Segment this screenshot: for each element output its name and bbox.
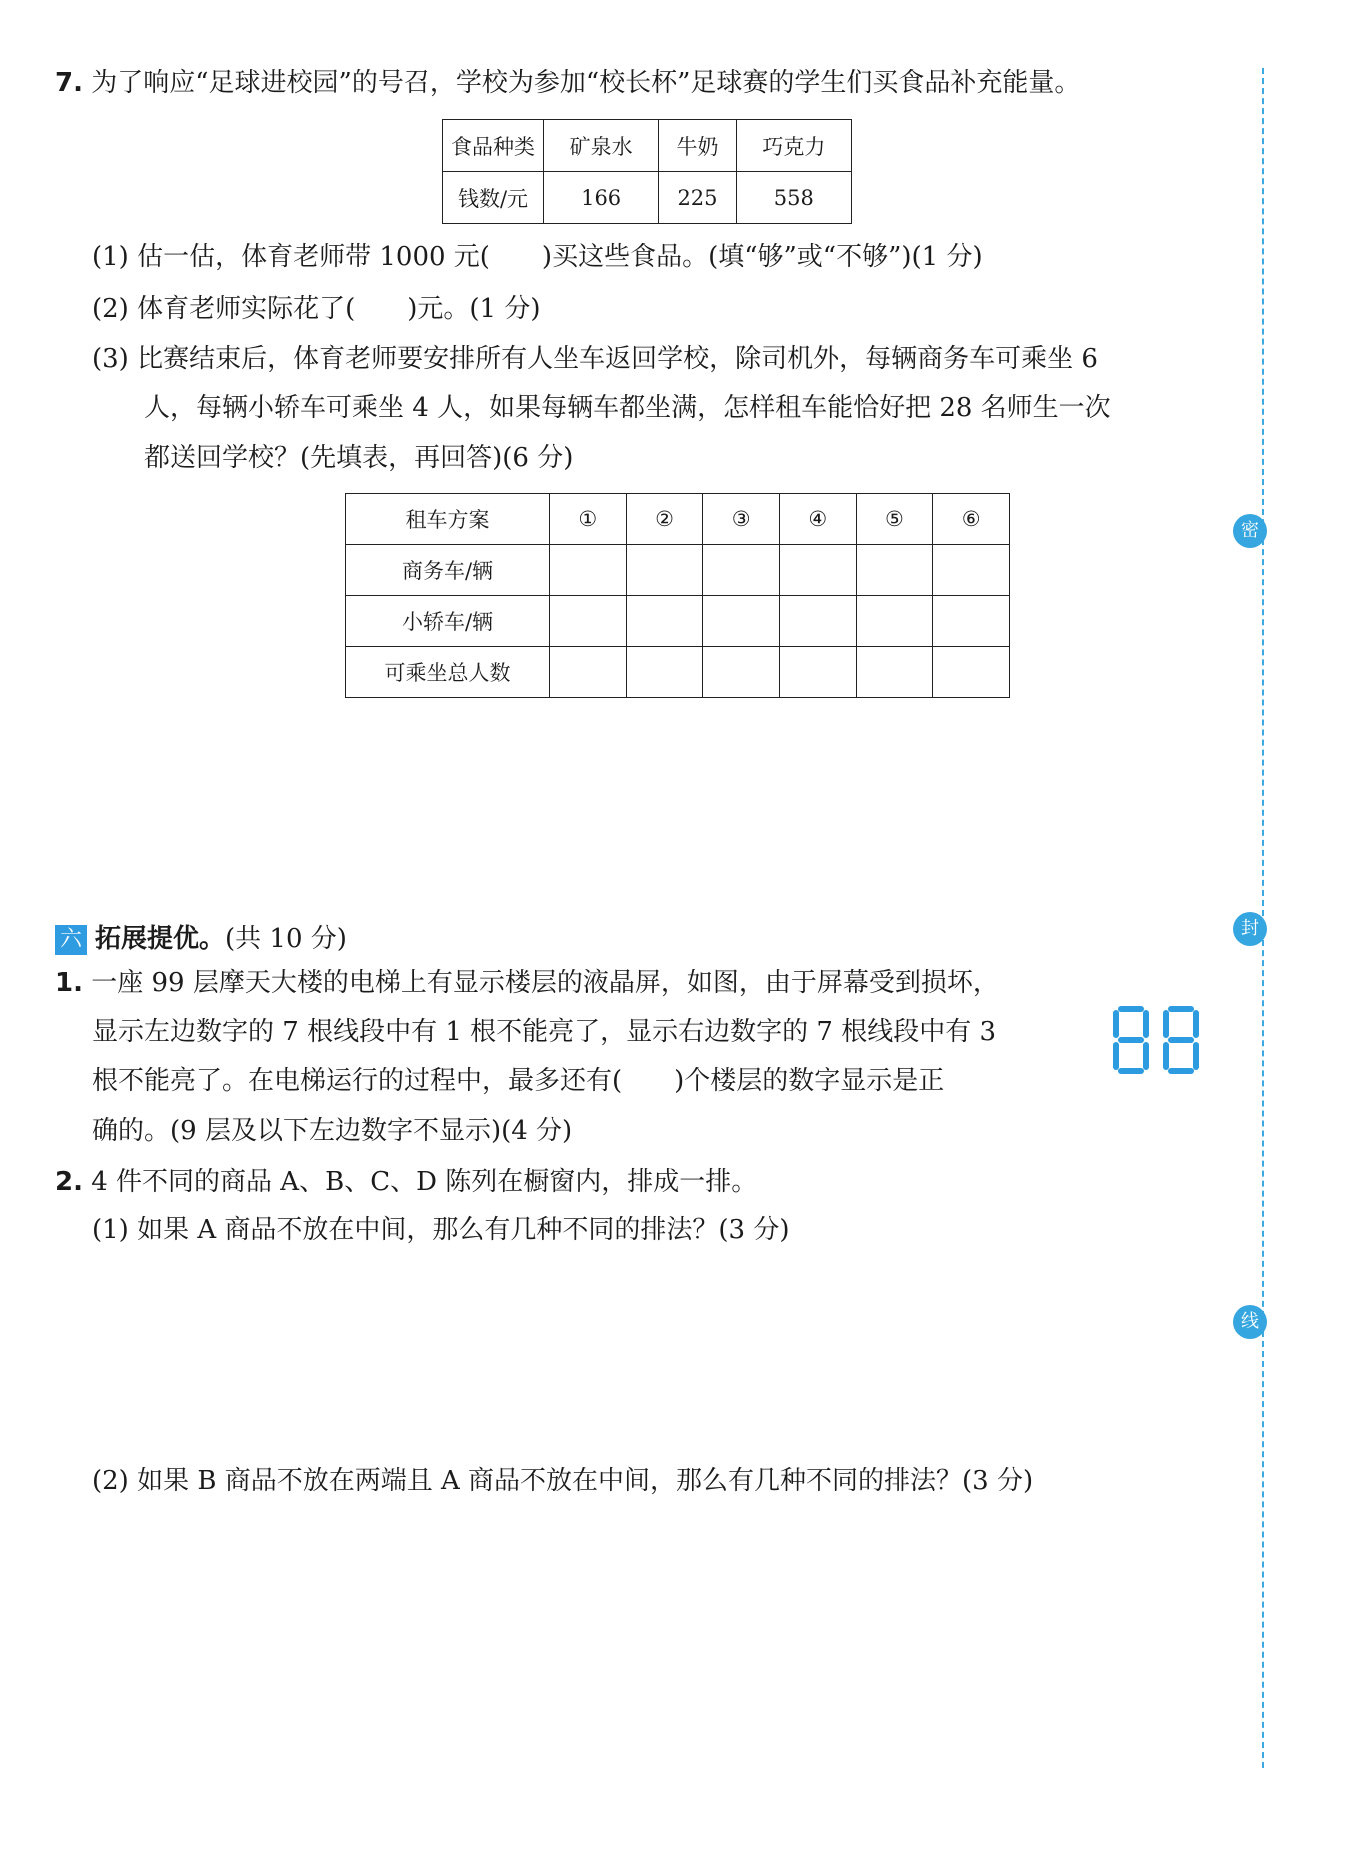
answer-cell[interactable]	[703, 545, 780, 596]
rent-table-row-label: 商务车/辆	[346, 545, 550, 596]
p1-line2: 显示左边数字的 7 根线段中有 1 根不能亮了，显示右边数字的 7 根线段中有 3	[92, 1017, 997, 1047]
p1-line4: 确的。(9 层及以下左边数字不显示)(4 分)	[92, 1116, 573, 1146]
food-table-cell: 牛奶	[659, 120, 736, 172]
q7-stem	[55, 66, 1080, 100]
answer-cell[interactable]	[779, 596, 856, 647]
rent-table-header: ③	[703, 494, 780, 545]
answer-cell[interactable]	[626, 545, 703, 596]
food-table-cell: 食品种类	[443, 120, 544, 172]
food-table-cell: 225	[659, 172, 736, 224]
food-table-cell: 巧克力	[736, 120, 851, 172]
section-badge: 六	[55, 925, 87, 955]
q7-sub3-line2: 人，每辆小轿车可乘坐 4 人，如果每辆车都坐满，怎样租车能恰好把 28 名师生一次	[144, 393, 1111, 423]
seal-mark-1: 密	[1233, 514, 1267, 548]
food-table-cell: 166	[544, 172, 659, 224]
p2-text: 4 件不同的商品 A、B、C、D 陈列在橱窗内，排成一排。	[91, 1167, 758, 1197]
answer-cell[interactable]	[550, 545, 627, 596]
answer-cell[interactable]	[933, 647, 1010, 698]
answer-cell[interactable]	[856, 545, 933, 596]
q7-sub1: (1) 估一估，体育老师带 1000 元( )买这些食品。(填“够”或“不够”)(1 分)	[92, 242, 983, 272]
rent-table-header: ⑥	[933, 494, 1010, 545]
rent-plan-table	[345, 493, 1010, 698]
answer-cell[interactable]	[703, 647, 780, 698]
rent-table-header: ⑤	[856, 494, 933, 545]
rent-table-header: 租车方案	[346, 494, 550, 545]
rent-table-row-label: 可乘坐总人数	[346, 647, 550, 698]
food-price-table	[442, 119, 852, 224]
answer-cell[interactable]	[550, 647, 627, 698]
p2-sub2: (2) 如果 B 商品不放在两端且 A 商品不放在中间，那么有几种不同的排法？(3 分)	[92, 1466, 1034, 1496]
p1-text: 一座 99 层摩天大楼的电梯上有显示楼层的液晶屏，如图，由于屏幕受到损坏，	[91, 968, 999, 998]
rent-table-header: ②	[626, 494, 703, 545]
seven-segment-display	[1112, 1004, 1204, 1076]
answer-cell[interactable]	[779, 545, 856, 596]
rent-table-header: ④	[779, 494, 856, 545]
rent-table-header: ①	[550, 494, 627, 545]
q7-sub3-line3: 都送回学校？(先填表，再回答)(6 分)	[144, 443, 574, 473]
seal-mark-2: 封	[1233, 912, 1267, 946]
p2-sub1: (1) 如果 A 商品不放在中间，那么有几种不同的排法？(3 分)	[92, 1215, 790, 1245]
p2-line1	[55, 1165, 757, 1199]
display-88-icon	[1112, 1004, 1204, 1076]
answer-cell[interactable]	[779, 647, 856, 698]
p1-line3: 根不能亮了。在电梯运行的过程中，最多还有( )个楼层的数字显示是正	[92, 1066, 945, 1096]
q7-sub2: (2) 体育老师实际花了( )元。(1 分)	[92, 294, 541, 324]
section-title: 拓展提优。	[95, 924, 226, 954]
answer-cell[interactable]	[856, 596, 933, 647]
answer-cell[interactable]	[703, 596, 780, 647]
food-table-cell: 558	[736, 172, 851, 224]
q7-number: 7.	[55, 68, 83, 98]
food-table-cell: 钱数/元	[443, 172, 544, 224]
q7-sub3-line1: (3) 比赛结束后，体育老师要安排所有人坐车返回学校，除司机外，每辆商务车可乘坐 6	[92, 344, 1098, 374]
rent-table-row-label: 小轿车/辆	[346, 596, 550, 647]
seal-mark-3: 线	[1233, 1305, 1267, 1339]
section-6-heading	[55, 922, 347, 956]
answer-cell[interactable]	[856, 647, 933, 698]
q7-text: 为了响应“足球进校园”的号召，学校为参加“校长杯”足球赛的学生们买食品补充能量。	[91, 68, 1081, 98]
answer-cell[interactable]	[626, 596, 703, 647]
answer-cell[interactable]	[933, 545, 1010, 596]
p1-line1	[55, 966, 999, 1000]
answer-cell[interactable]	[626, 647, 703, 698]
food-table-cell: 矿泉水	[544, 120, 659, 172]
p2-number: 2.	[55, 1167, 83, 1197]
answer-cell[interactable]	[933, 596, 1010, 647]
section-score: (共 10 分)	[225, 924, 347, 954]
answer-cell[interactable]	[550, 596, 627, 647]
p1-number: 1.	[55, 968, 83, 998]
